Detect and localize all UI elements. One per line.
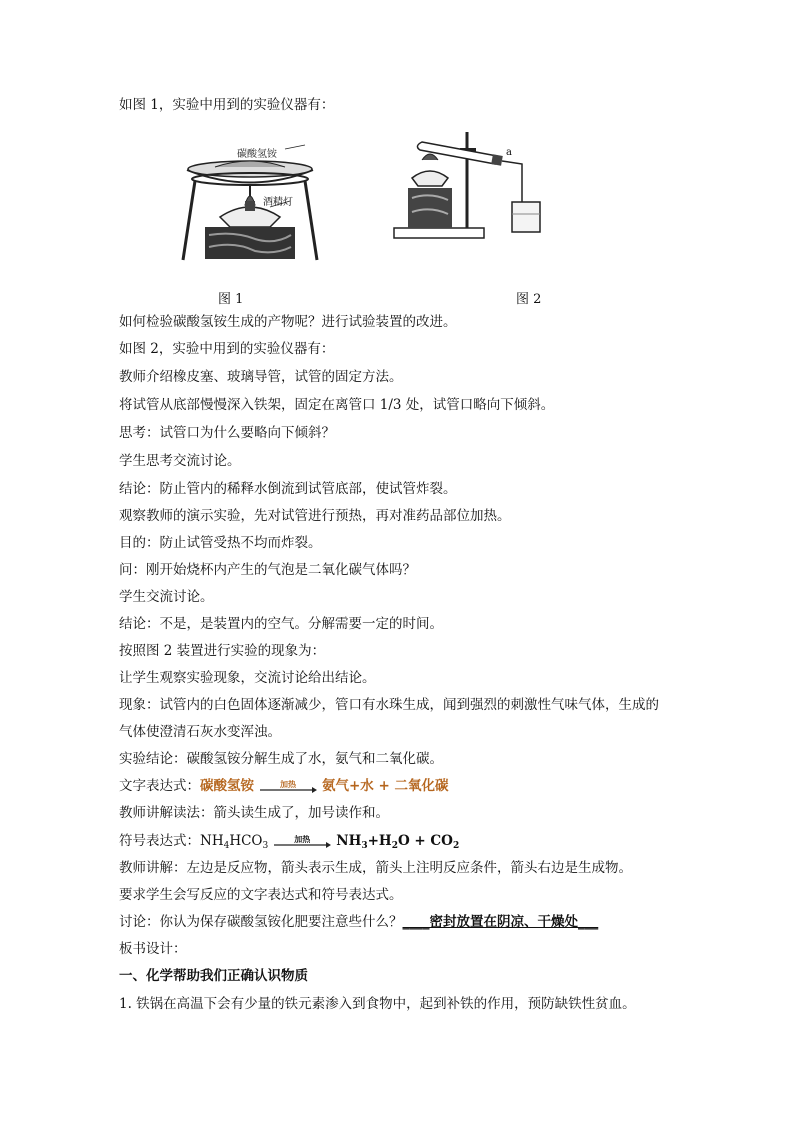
discussion-line [119,912,598,932]
text-line: 结论：不是，是装置内的空气。分解需要一定的时间。 [119,616,443,632]
text-line: 板书设计： [119,941,187,957]
word-equation-products: 氨气+水 + 二氧化碳 [322,778,449,794]
text-line: 气体使澄清石灰水变浑浊。 [119,724,281,740]
text-line: 如图 1，实验中用到的实验仪器有： [119,97,335,113]
figure-2-test-tube-apparatus [392,128,562,240]
subscript: 3 [262,841,269,851]
text-line: 问：刚开始烧杯内产生的气泡是二氧化碳气体吗？ [119,562,416,578]
symbol-product: O + CO [397,833,453,849]
text-line: 如何检验碳酸氢铵生成的产物呢？进行试验装置的改进。 [119,314,457,330]
figure-2-label-a: a [506,147,512,158]
text-line: 结论：防止管内的稀释水倒流到试管底部，使试管炸裂。 [119,481,457,497]
symbol-product: NH [336,833,362,849]
symbol-equation [119,831,459,856]
figure-1-label-alcohol-lamp: 酒精灯 [263,197,293,208]
discussion-answer: ____密封放置在阴凉、干燥处___ [402,914,599,930]
word-equation [119,776,449,796]
subscript: 4 [223,841,230,851]
figure-1-caption: 图 1 [218,292,244,307]
text-line: 思考：试管口为什么要略向下倾斜？ [119,425,335,441]
reaction-arrow-icon [272,831,332,851]
symbol-reactant: NH [200,833,224,849]
text-line: 学生交流讨论。 [119,589,214,605]
text-line: 要求学生会写反应的文字表达式和符号表达式。 [119,887,403,903]
text-line: 学生思考交流讨论。 [119,453,241,469]
text-line: 教师讲解读法：箭头读生成了，加号读作和。 [119,805,389,821]
text-line: 实验结论：碳酸氢铵分解生成了水，氨气和二氧化碳。 [119,751,443,767]
symbol-product: +H [367,833,392,849]
word-equation-prefix: 文字表达式： [119,778,200,794]
word-equation-reactant: 碳酸氢铵 [200,778,254,794]
text-line: 观察教师的演示实验，先对试管进行预热，再对准药品部位加热。 [119,508,511,524]
symbol-reactant: HCO [229,833,263,849]
text-line: 将试管从底部慢慢深入铁架，固定在离管口 1/3 处，试管口略向下倾斜。 [119,397,555,413]
reaction-condition: 加热 [280,779,296,789]
reaction-condition: 加热 [294,834,311,844]
section-heading: 一、化学帮助我们正确认识物质 [119,968,308,984]
figure-2-caption: 图 2 [516,292,542,307]
text-line: 现象：试管内的白色固体逐渐减少，管口有水珠生成，闻到强烈的刺激性气味气体，生成的 [119,697,659,713]
subscript: 3 [361,841,368,851]
text-line: 目的：防止试管受热不均而炸裂。 [119,535,322,551]
reaction-arrow-icon [258,776,318,796]
symbol-equation-prefix: 符号表达式： [119,833,200,849]
text-line: 如图 2，实验中用到的实验仪器有： [119,341,335,357]
subscript: 2 [452,841,460,851]
text-line: 教师介绍橡皮塞、玻璃导管，试管的固定方法。 [119,369,403,385]
text-line: 教师讲解：左边是反应物，箭头表示生成，箭头上注明反应条件，箭头右边是生成物。 [119,860,632,876]
figure-1-label-ammonium-bicarbonate: 碳酸氢铵 [237,149,277,160]
subscript: 2 [391,841,398,851]
text-line: 让学生观察实验现象，交流讨论给出结论。 [119,670,376,686]
text-line: 1. 铁锅在高温下会有少量的铁元素渗入到食物中，起到补铁的作用，预防缺铁性贫血。 [119,996,636,1012]
discussion-prompt: 讨论：你认为保存碳酸氢铵化肥要注意些什么？ [119,914,403,930]
text-line: 按照图 2 装置进行实验的现象为： [119,643,326,659]
